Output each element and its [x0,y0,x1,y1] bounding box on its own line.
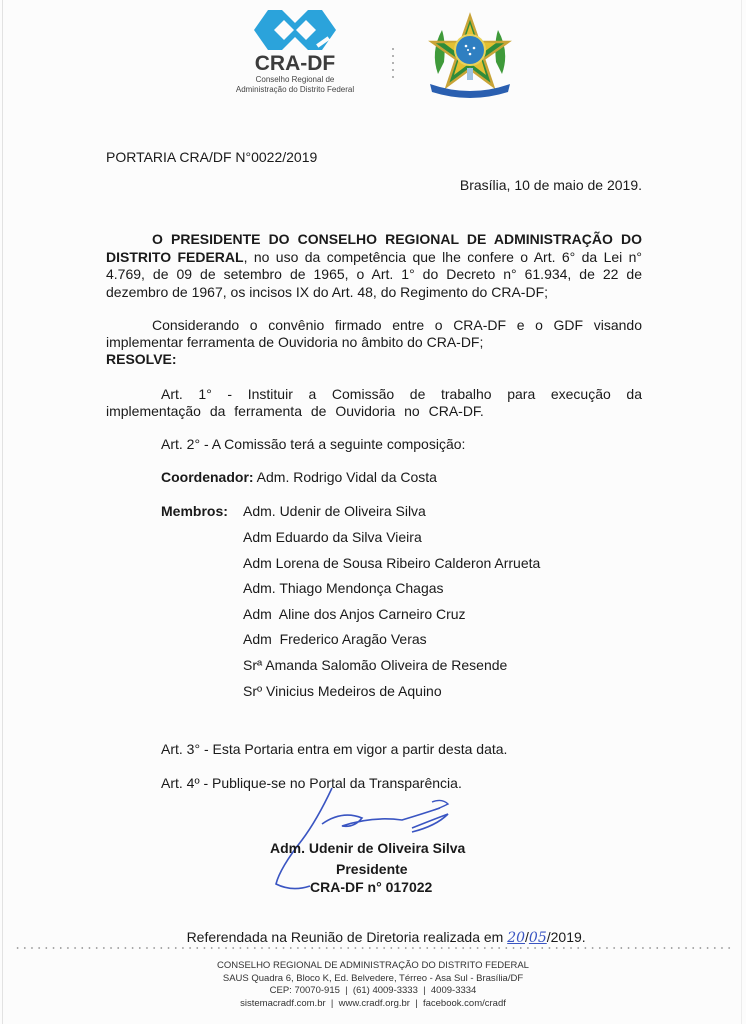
membros-label: Membros: [161,503,228,519]
preamble-bold: O PRESIDENTE DO CONSELHO REGIONAL DE ADMINISTRAÇÃO DO DISTRITO FEDERAL [106,231,642,265]
brazil-coat-of-arms-icon [424,12,516,102]
footer-divider [14,947,734,949]
logo-subtitle-1: Conselho Regional de [255,75,335,84]
article-2: Art. 2° - A Comissão terá a seguinte composição: [161,436,466,452]
preamble-paragraph [106,231,642,301]
member-item: Adm Lorena de Sousa Ribeiro Calderon Arrueta [243,555,541,571]
scan-edge-left [2,0,3,1024]
cra-df-logo-block [230,10,360,110]
place-and-date: Brasília, 10 de maio de 2019. [459,177,642,193]
referendada-month: 05 [528,930,547,946]
footer [0,960,746,1010]
member-item: Adm Aline dos Anjos Carneiro Cruz [243,606,466,622]
coordenador-name: Adm. Rodrigo Vidal da Costa [253,469,437,485]
cra-df-logo-icon [254,10,336,50]
article-3: Art. 3° - Esta Portaria entra em vigor a partir desta data. [161,741,508,757]
header-separator [392,48,394,88]
coordenador-label: Coordenador: [161,469,254,485]
member-item: Adm Frederico Aragão Veras [243,631,427,647]
footer-address: SAUS Quadra 6, Bloco K, Ed. Belvedere, Térreo - Asa Sul - Brasília/DF [222,972,524,984]
referendada-line: Referendada na Reunião de Diretoria realizada em 20/05/2019. [186,929,586,946]
member-item: Srº Vinicius Medeiros de Aquino [243,683,442,699]
referendada-day: 20 [507,930,526,946]
portaria-number: PORTARIA CRA/DF N°0022/2019 [106,149,318,165]
signatory-name: Adm. Udenir de Oliveira Silva [270,840,466,856]
scan-edge-right [741,0,742,1024]
logo-subtitle-2: Administração do Distrito Federal [235,85,355,94]
footer-contact: CEP: 70070-915 | (61) 4009-3333 | 4009-3334 [269,985,477,996]
article-1: Art. 1° - Instituir a Comissão de trabalho para execução da implementação da ferramenta de Ouvidoria no CRA-DF. [106,386,642,419]
coordenador-line [161,469,437,486]
signatory-role: Presidente [336,861,408,877]
preamble-rest: , no uso da competência que lhe confere o Art. 6° da Lei n° 4.769, de 09 de setembro de 1965, o Art. 1° do Decreto n° 61.934, de 22 de dezembro de 1967, os incisos IX do Art. 48, do Regimento do CRA-DF; [106,248,643,300]
member-item: Adm. Udenir de Oliveira Silva [243,503,426,519]
referendada-text: Referendada na Reunião de Diretoria realizada em [186,929,508,945]
member-item: Srª Amanda Salomão Oliveira de Resende [243,657,508,673]
logo-title: CRA-DF [254,52,336,75]
member-item: Adm Eduardo da Silva Vieira [243,529,422,545]
resolve-heading: RESOLVE: [106,351,177,367]
article-4: Art. 4º - Publique-se no Portal da Transparência. [161,775,462,791]
member-item: Adm. Thiago Mendonça Chagas [243,580,444,596]
signatory-registration: CRA-DF n° 017022 [310,879,433,895]
footer-websites: sistemacradf.com.br | www.cradf.org.br | facebook.com/cradf [240,997,506,1009]
considerando-paragraph: Considerando o convênio firmado entre o CRA-DF e o GDF visando implementar ferramenta de Ouvidoria no âmbito do CRA-DF; [106,317,642,350]
referendada-year: /2019. [546,929,586,945]
footer-org-name: CONSELHO REGIONAL DE ADMINISTRAÇÃO DO DISTRITO FEDERAL [217,960,529,971]
